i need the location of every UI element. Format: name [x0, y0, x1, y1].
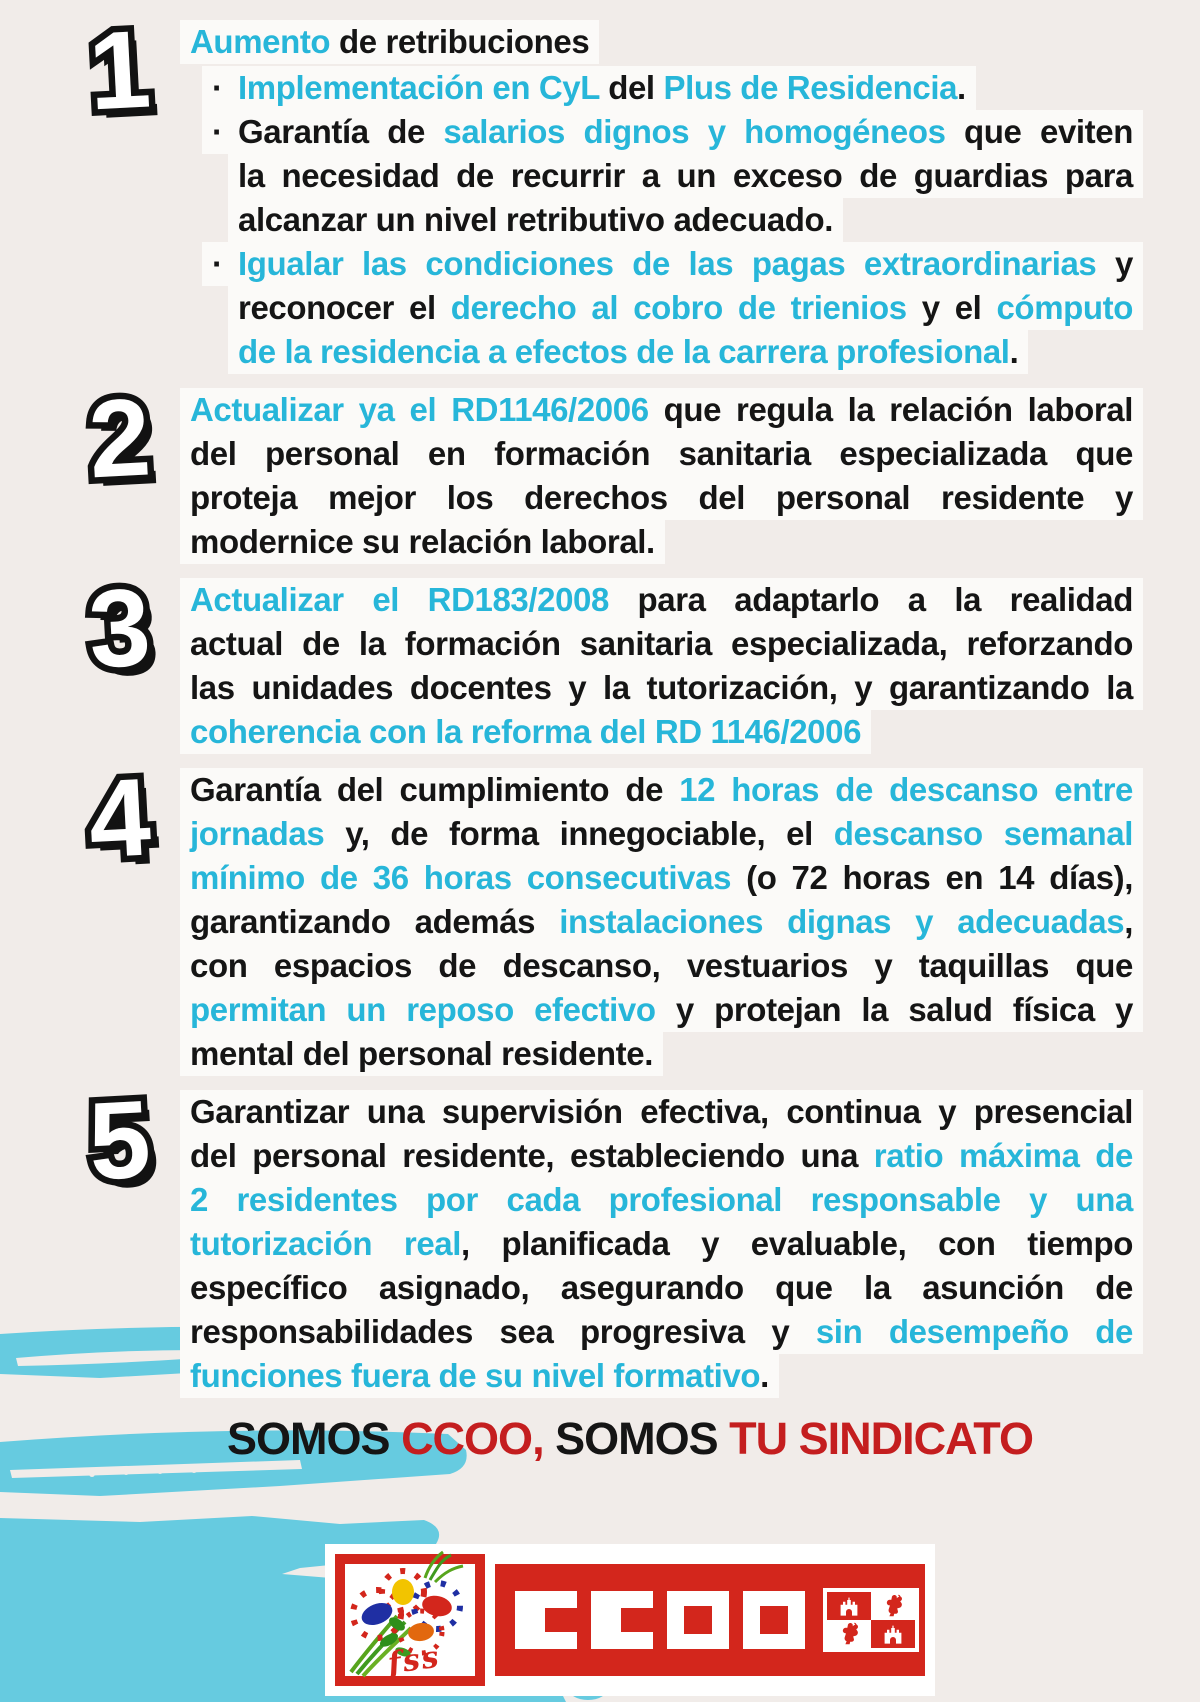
item-number-column — [60, 375, 180, 564]
item-number: 3 3 — [87, 572, 154, 685]
item-text — [180, 388, 1143, 564]
text-segment: ratio máxima de — [873, 1137, 1133, 1174]
text-line — [180, 856, 1143, 900]
ccoo-letter-o — [743, 1591, 805, 1649]
text-segment: . — [1009, 333, 1019, 370]
text-segment: CCOO, — [401, 1413, 544, 1464]
text-segment: y el — [906, 289, 997, 326]
castle-quarter — [871, 1620, 915, 1648]
text-segment: derecho al cobro de trienios — [450, 289, 907, 326]
text-line — [180, 812, 1143, 856]
bullet-item — [202, 66, 1143, 110]
text-segment: proteja mejor los derechos del personal residente y — [190, 479, 1133, 516]
text-segment: específico asignado, asegurando que la asunción de — [190, 1269, 1133, 1306]
text-line — [180, 578, 1143, 622]
text-segment: SOMOS — [543, 1413, 730, 1464]
castle-icon — [837, 1594, 861, 1618]
ccoo-letter-c — [515, 1591, 577, 1649]
text-line — [180, 710, 871, 754]
text-line — [228, 286, 1143, 330]
demand-item-5 — [60, 1077, 1200, 1398]
text-line — [180, 1178, 1143, 1222]
text-segment: modernice su relación laboral. — [190, 523, 655, 560]
ccoo-letter-o — [667, 1591, 729, 1649]
item-number: 4 4 — [87, 762, 154, 875]
text-line — [180, 388, 1143, 432]
text-segment: garantizando además — [190, 903, 560, 940]
slogan — [60, 1412, 1200, 1466]
text-segment: 12 horas de descanso entre — [679, 771, 1133, 808]
text-segment: . — [957, 69, 966, 106]
text-line — [180, 768, 1143, 812]
text-line — [180, 1354, 779, 1398]
text-segment: instalaciones dignas y adecuadas — [559, 903, 1125, 940]
lion-quarter — [871, 1592, 915, 1620]
text-segment: permitan un reposo efectivo — [190, 991, 656, 1028]
bullet-icon: · — [212, 69, 223, 106]
item-heading — [180, 20, 1143, 64]
text-segment: Aumento — [190, 23, 331, 60]
text-segment: 2 residentes por cada profesional responsable y una — [190, 1181, 1133, 1218]
castle-icon — [881, 1622, 905, 1646]
item-number: 2 2 — [87, 382, 154, 495]
item-number-column — [60, 7, 180, 374]
text-segment: Actualizar el RD183/2008 — [190, 581, 609, 618]
text-segment: alcanzar un nivel retributivo adecuado. — [238, 201, 834, 238]
text-segment: Garantía del cumplimiento de — [190, 771, 680, 808]
bullet-list — [202, 66, 1143, 374]
text-segment: descanso semanal — [833, 815, 1133, 852]
text-segment: . — [760, 1357, 769, 1394]
text-line — [180, 1090, 1143, 1134]
text-segment: actual de la formación sanitaria especializada, reforzando — [190, 625, 1133, 662]
demand-item-1 — [60, 7, 1200, 374]
item-text — [180, 768, 1143, 1076]
text-segment: que eviten — [945, 113, 1133, 150]
text-segment: responsabilidades sea progresiva y — [190, 1313, 816, 1350]
text-segment: (o 72 horas en 14 días), — [731, 859, 1134, 896]
item-number-column — [60, 565, 180, 754]
text-segment: y, de forma innegociable, el — [324, 815, 834, 852]
text-segment: , — [1124, 903, 1133, 940]
fss-logo — [335, 1554, 485, 1686]
text-line — [180, 900, 1143, 944]
text-segment: , planificada y evaluable, con tiempo — [461, 1225, 1133, 1262]
demand-item-2 — [60, 375, 1200, 564]
lion-icon — [881, 1594, 905, 1618]
text-line — [180, 944, 1143, 988]
text-segment: reconocer el — [238, 289, 451, 326]
text-line — [202, 242, 1143, 286]
text-segment: las unidades docentes y la tutorización, y garantizando la — [190, 669, 1133, 706]
text-segment: SOMOS — [227, 1413, 402, 1464]
text-line — [227, 1412, 1033, 1466]
lion-quarter — [827, 1620, 871, 1648]
text-segment: del personal en formación sanitaria especializada que — [190, 435, 1133, 472]
castilla-y-leon-coat-of-arms — [823, 1588, 919, 1652]
text-segment: con espacios de descanso, vestuarios y taquillas que — [190, 947, 1133, 984]
text-segment: que regula la relación laboral — [648, 391, 1134, 428]
text-line — [180, 1266, 1143, 1310]
text-line — [228, 330, 1028, 374]
item-body — [180, 20, 1143, 374]
text-line — [180, 988, 1143, 1032]
text-segment: de la residencia a efectos de la carrera profesional — [238, 333, 1010, 370]
text-segment: de retribuciones — [330, 23, 590, 60]
text-segment: salarios dignos y homogéneos — [443, 113, 946, 150]
text-segment: sin desempeño de — [815, 1313, 1134, 1350]
text-line — [180, 476, 1143, 520]
text-segment: y — [1096, 245, 1133, 282]
text-segment: jornadas — [190, 815, 325, 852]
text-segment: para adaptarlo a la realidad — [608, 581, 1133, 618]
text-segment: Implementación en CyL — [238, 69, 600, 106]
text-segment: coherencia con la reforma del RD 1146/2006 — [190, 713, 862, 750]
castle-quarter — [827, 1592, 871, 1620]
bullet-icon: · — [212, 245, 223, 282]
item-number: 5 5 — [87, 1084, 154, 1197]
text-segment: Actualizar ya el RD1146/2006 — [190, 391, 649, 428]
text-line — [202, 66, 976, 110]
text-segment: la necesidad de recurrir a un exceso de guardias para — [238, 157, 1133, 194]
logos-row — [60, 1544, 1200, 1696]
text-segment: del — [599, 69, 664, 106]
text-segment: y protejan la salud física y — [655, 991, 1133, 1028]
item-number-column — [60, 1077, 180, 1398]
bullet-icon: · — [212, 113, 223, 150]
item-number: 1 1 — [87, 14, 154, 127]
item-number-column — [60, 755, 180, 1076]
text-line — [180, 1310, 1143, 1354]
text-line — [180, 432, 1143, 476]
text-line — [180, 666, 1143, 710]
bullet-item — [202, 110, 1143, 242]
text-line — [180, 20, 599, 64]
demand-item-3 — [60, 565, 1200, 754]
text-segment: Garantizar una supervisión efectiva, continua y presencial — [190, 1093, 1133, 1130]
text-segment: mínimo de 36 horas consecutivas — [190, 859, 732, 896]
fss-label: fss — [385, 1639, 443, 1682]
text-segment: TU SINDICATO — [729, 1413, 1033, 1464]
item-text — [180, 578, 1143, 754]
text-line — [228, 198, 843, 242]
ccoo-letter-c — [591, 1591, 653, 1649]
text-line — [180, 1032, 663, 1076]
text-line — [202, 110, 1143, 154]
item-text — [180, 1090, 1143, 1398]
text-segment: funciones fuera de su nivel formativo — [190, 1357, 761, 1394]
text-line — [180, 1222, 1143, 1266]
text-line — [180, 622, 1143, 666]
lion-icon — [837, 1622, 861, 1646]
text-line — [180, 520, 665, 564]
item-body — [180, 768, 1143, 1076]
text-segment: Plus de Residencia — [663, 69, 958, 106]
text-line — [228, 154, 1143, 198]
text-line — [180, 1134, 1143, 1178]
text-segment: cómputo — [996, 289, 1133, 326]
text-segment: Igualar las condiciones de las pagas extraordinarias — [238, 245, 1097, 282]
demand-item-4 — [60, 755, 1200, 1076]
item-body — [180, 1090, 1143, 1398]
text-segment: del personal residente, estableciendo una — [190, 1137, 874, 1174]
text-segment: mental del personal residente. — [190, 1035, 653, 1072]
logo-block — [325, 1544, 935, 1696]
item-body — [180, 388, 1143, 564]
text-segment: Garantía de — [238, 113, 444, 150]
bullet-item — [202, 242, 1143, 374]
item-body — [180, 578, 1143, 754]
text-segment: tutorización real — [190, 1225, 462, 1262]
ccoo-banner — [495, 1564, 925, 1676]
